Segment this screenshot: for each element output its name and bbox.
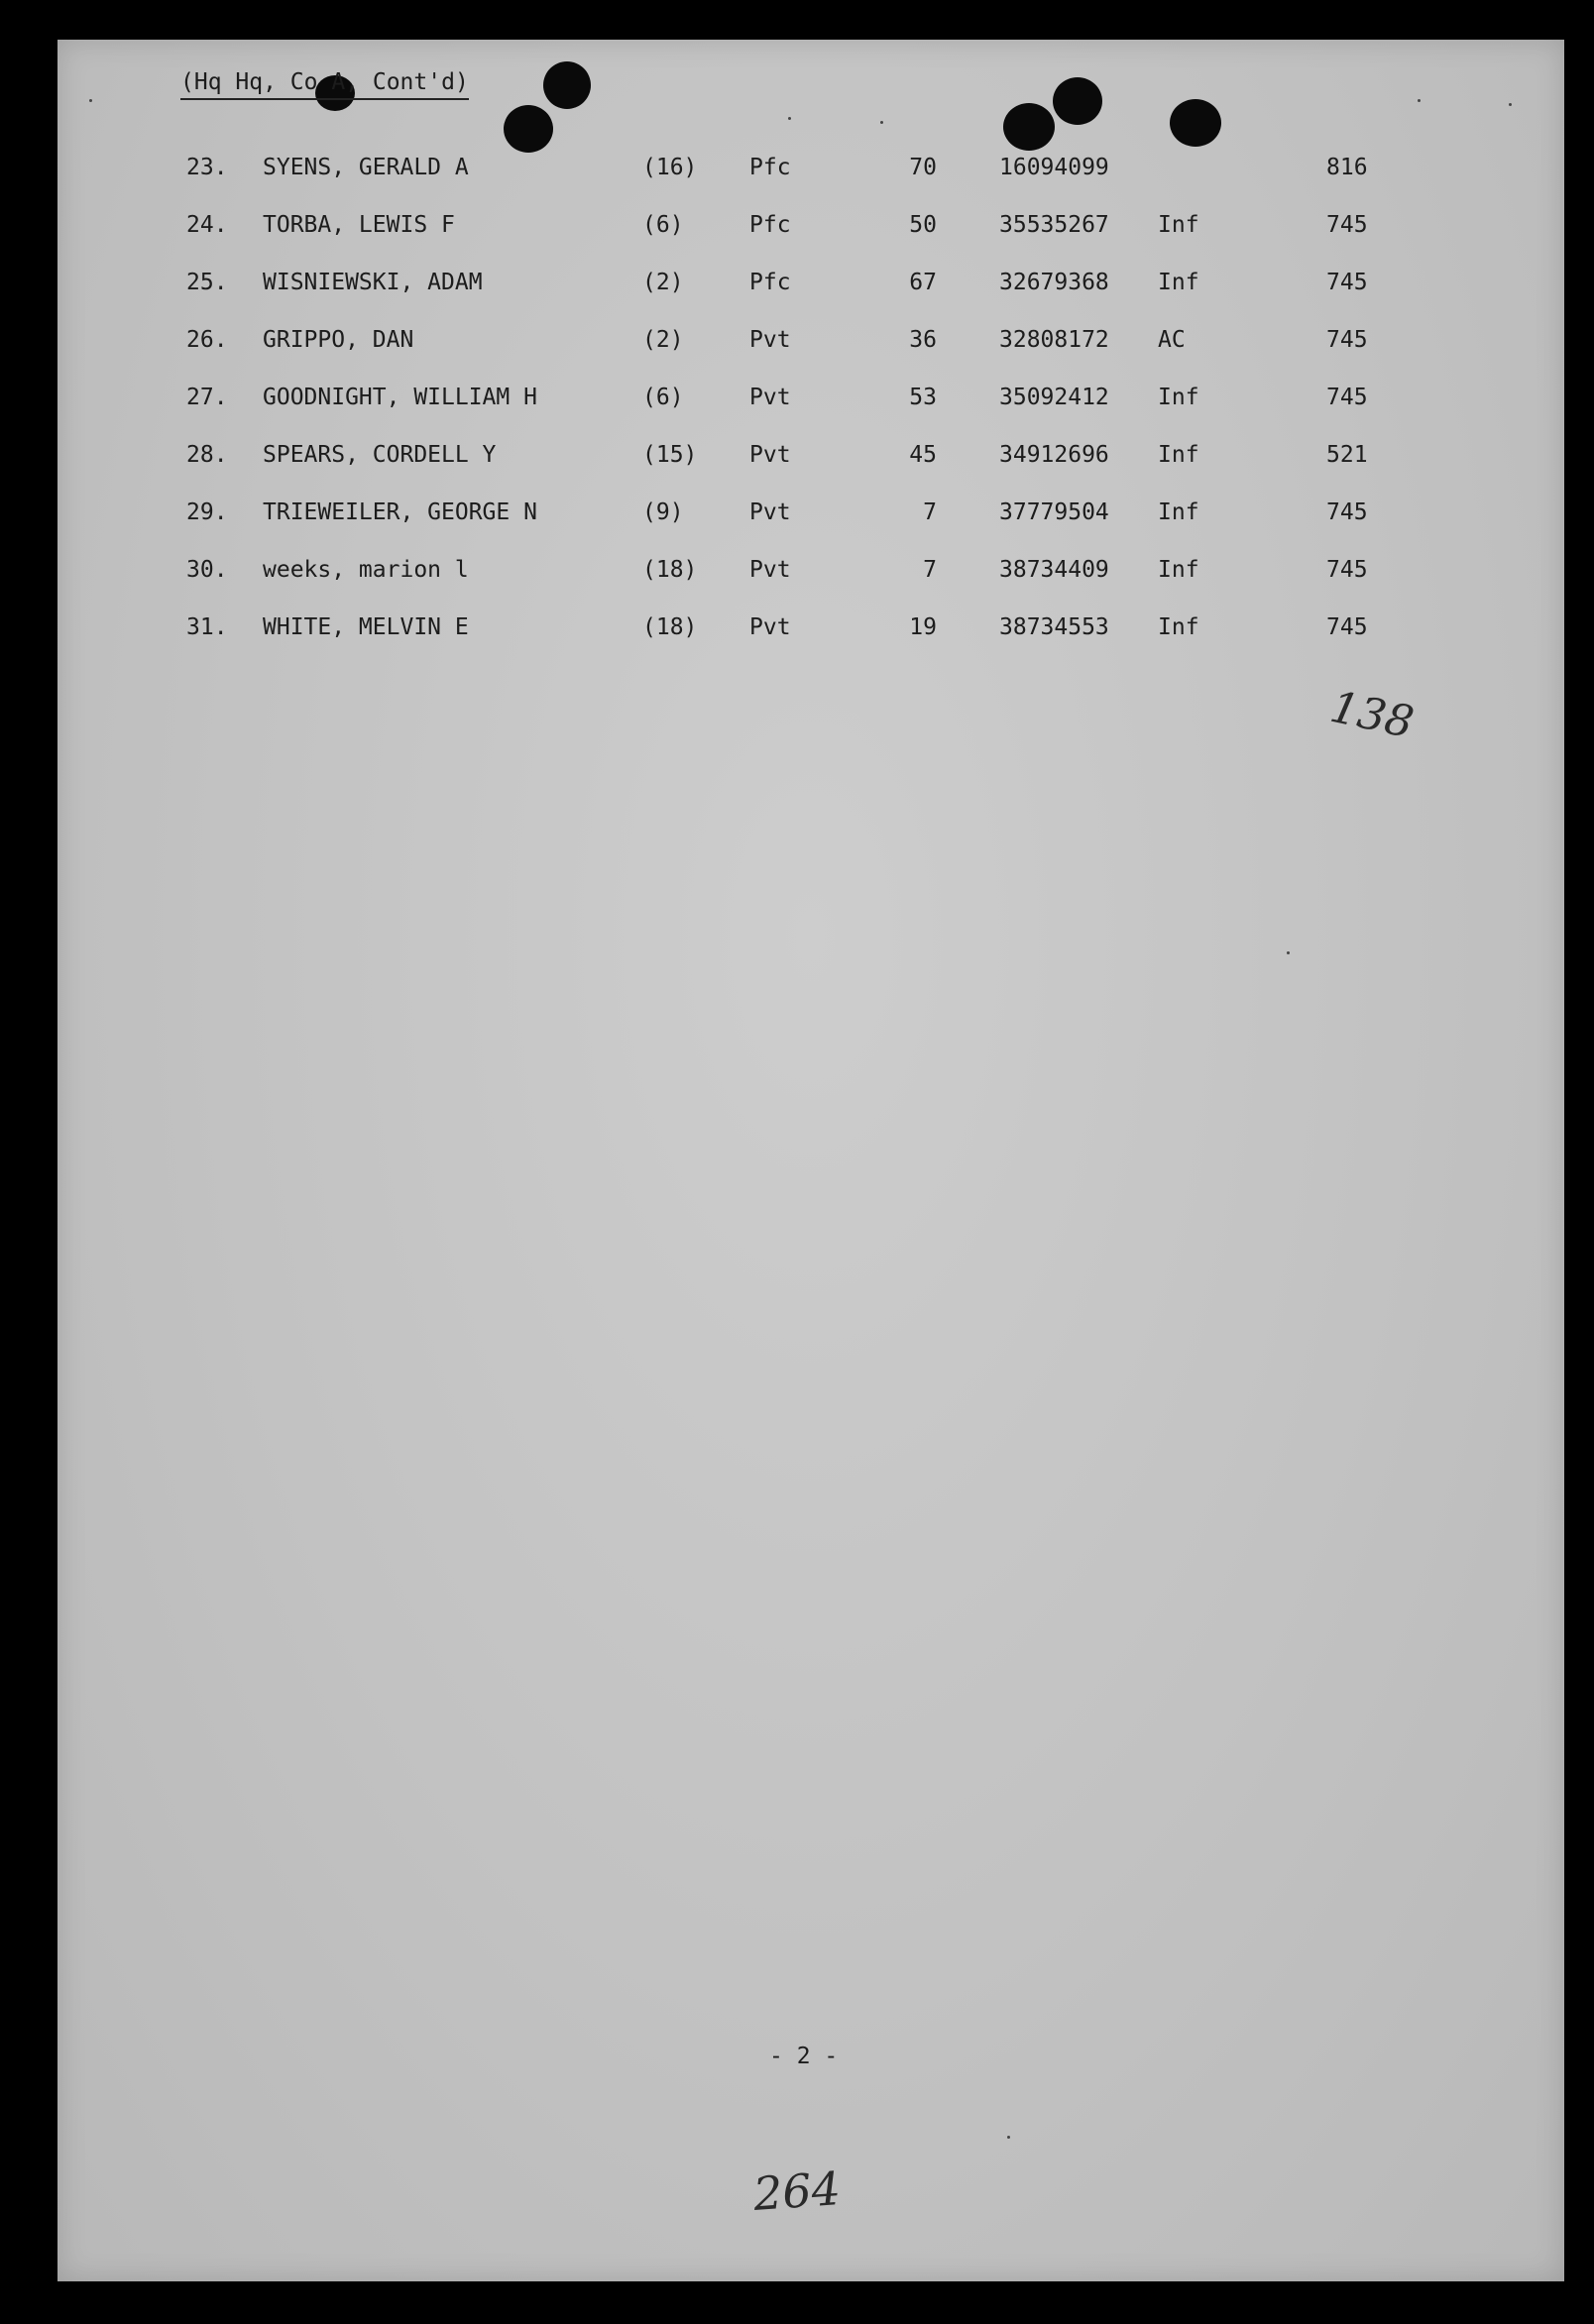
cell-rank: Pvt bbox=[749, 385, 791, 410]
cell-code: (18) bbox=[642, 614, 698, 640]
cell-rank: Pfc bbox=[749, 155, 791, 180]
cell-num: 26. bbox=[186, 327, 228, 353]
cell-code: (2) bbox=[642, 327, 684, 353]
cell-name: weeks, marion l bbox=[263, 557, 469, 583]
page-number: - 2 - bbox=[769, 2044, 839, 2069]
cell-score: 36 bbox=[909, 327, 937, 353]
cell-code: (9) bbox=[642, 499, 684, 525]
speck bbox=[1287, 951, 1290, 954]
table-row bbox=[0, 327, 1594, 367]
cell-num: 30. bbox=[186, 557, 228, 583]
cell-code: (16) bbox=[642, 155, 698, 180]
cell-name: GRIPPO, DAN bbox=[263, 327, 414, 353]
cell-mos: 745 bbox=[1326, 270, 1368, 295]
section-header: (Hq Hq, Co A, Cont'd) bbox=[180, 69, 469, 100]
paper-sheet bbox=[57, 40, 1564, 2281]
punch-hole bbox=[1003, 103, 1055, 151]
cell-serial: 35092412 bbox=[999, 385, 1109, 410]
cell-code: (6) bbox=[642, 385, 684, 410]
punch-hole bbox=[1053, 77, 1102, 125]
punch-hole bbox=[504, 105, 553, 153]
table-row bbox=[0, 155, 1594, 194]
cell-name: WISNIEWSKI, ADAM bbox=[263, 270, 483, 295]
cell-code: (6) bbox=[642, 212, 684, 238]
handwritten-annotation-top: 138 bbox=[1325, 681, 1419, 749]
cell-serial: 32679368 bbox=[999, 270, 1109, 295]
cell-num: 31. bbox=[186, 614, 228, 640]
table-row bbox=[0, 614, 1594, 654]
speck bbox=[1007, 2136, 1010, 2139]
cell-rank: Pvt bbox=[749, 499, 791, 525]
cell-name: TRIEWEILER, GEORGE N bbox=[263, 499, 537, 525]
cell-name: TORBA, LEWIS F bbox=[263, 212, 455, 238]
cell-rank: Pvt bbox=[749, 442, 791, 468]
punch-hole bbox=[1170, 99, 1221, 147]
cell-mos: 745 bbox=[1326, 212, 1368, 238]
cell-arm: Inf bbox=[1158, 212, 1199, 238]
cell-num: 27. bbox=[186, 385, 228, 410]
cell-arm: AC bbox=[1158, 327, 1186, 353]
table-row bbox=[0, 385, 1594, 424]
cell-serial: 16094099 bbox=[999, 155, 1109, 180]
cell-serial: 38734553 bbox=[999, 614, 1109, 640]
cell-score: 67 bbox=[909, 270, 937, 295]
cell-num: 28. bbox=[186, 442, 228, 468]
cell-arm: Inf bbox=[1158, 614, 1199, 640]
cell-name: SPEARS, CORDELL Y bbox=[263, 442, 497, 468]
table-row bbox=[0, 442, 1594, 482]
cell-score: 19 bbox=[909, 614, 937, 640]
table-row bbox=[0, 557, 1594, 597]
cell-rank: Pvt bbox=[749, 327, 791, 353]
cell-score: 7 bbox=[923, 557, 937, 583]
cell-score: 7 bbox=[923, 499, 937, 525]
cell-serial: 38734409 bbox=[999, 557, 1109, 583]
handwritten-annotation-bottom: 264 bbox=[751, 2161, 843, 2221]
cell-mos: 745 bbox=[1326, 327, 1368, 353]
cell-rank: Pfc bbox=[749, 270, 791, 295]
speck bbox=[880, 121, 883, 124]
cell-arm: Inf bbox=[1158, 442, 1199, 468]
punch-hole bbox=[543, 61, 591, 109]
cell-score: 70 bbox=[909, 155, 937, 180]
cell-code: (15) bbox=[642, 442, 698, 468]
cell-name: WHITE, MELVIN E bbox=[263, 614, 469, 640]
cell-num: 25. bbox=[186, 270, 228, 295]
table-row bbox=[0, 270, 1594, 309]
speck bbox=[1509, 103, 1512, 106]
table-row bbox=[0, 212, 1594, 252]
cell-num: 24. bbox=[186, 212, 228, 238]
cell-score: 50 bbox=[909, 212, 937, 238]
cell-arm: Inf bbox=[1158, 270, 1199, 295]
speck bbox=[89, 99, 92, 102]
table-row bbox=[0, 499, 1594, 539]
cell-serial: 37779504 bbox=[999, 499, 1109, 525]
cell-score: 45 bbox=[909, 442, 937, 468]
cell-num: 29. bbox=[186, 499, 228, 525]
cell-code: (18) bbox=[642, 557, 698, 583]
cell-name: SYENS, GERALD A bbox=[263, 155, 469, 180]
cell-mos: 521 bbox=[1326, 442, 1368, 468]
cell-mos: 745 bbox=[1326, 385, 1368, 410]
speck bbox=[788, 117, 791, 120]
cell-num: 23. bbox=[186, 155, 228, 180]
cell-mos: 816 bbox=[1326, 155, 1368, 180]
cell-mos: 745 bbox=[1326, 614, 1368, 640]
cell-arm: Inf bbox=[1158, 557, 1199, 583]
cell-arm: Inf bbox=[1158, 385, 1199, 410]
cell-mos: 745 bbox=[1326, 499, 1368, 525]
cell-mos: 745 bbox=[1326, 557, 1368, 583]
cell-serial: 32808172 bbox=[999, 327, 1109, 353]
cell-code: (2) bbox=[642, 270, 684, 295]
cell-rank: Pvt bbox=[749, 557, 791, 583]
cell-serial: 34912696 bbox=[999, 442, 1109, 468]
cell-rank: Pvt bbox=[749, 614, 791, 640]
cell-arm: Inf bbox=[1158, 499, 1199, 525]
cell-serial: 35535267 bbox=[999, 212, 1109, 238]
cell-name: GOODNIGHT, WILLIAM H bbox=[263, 385, 537, 410]
speck bbox=[1418, 99, 1421, 102]
cell-score: 53 bbox=[909, 385, 937, 410]
cell-rank: Pfc bbox=[749, 212, 791, 238]
